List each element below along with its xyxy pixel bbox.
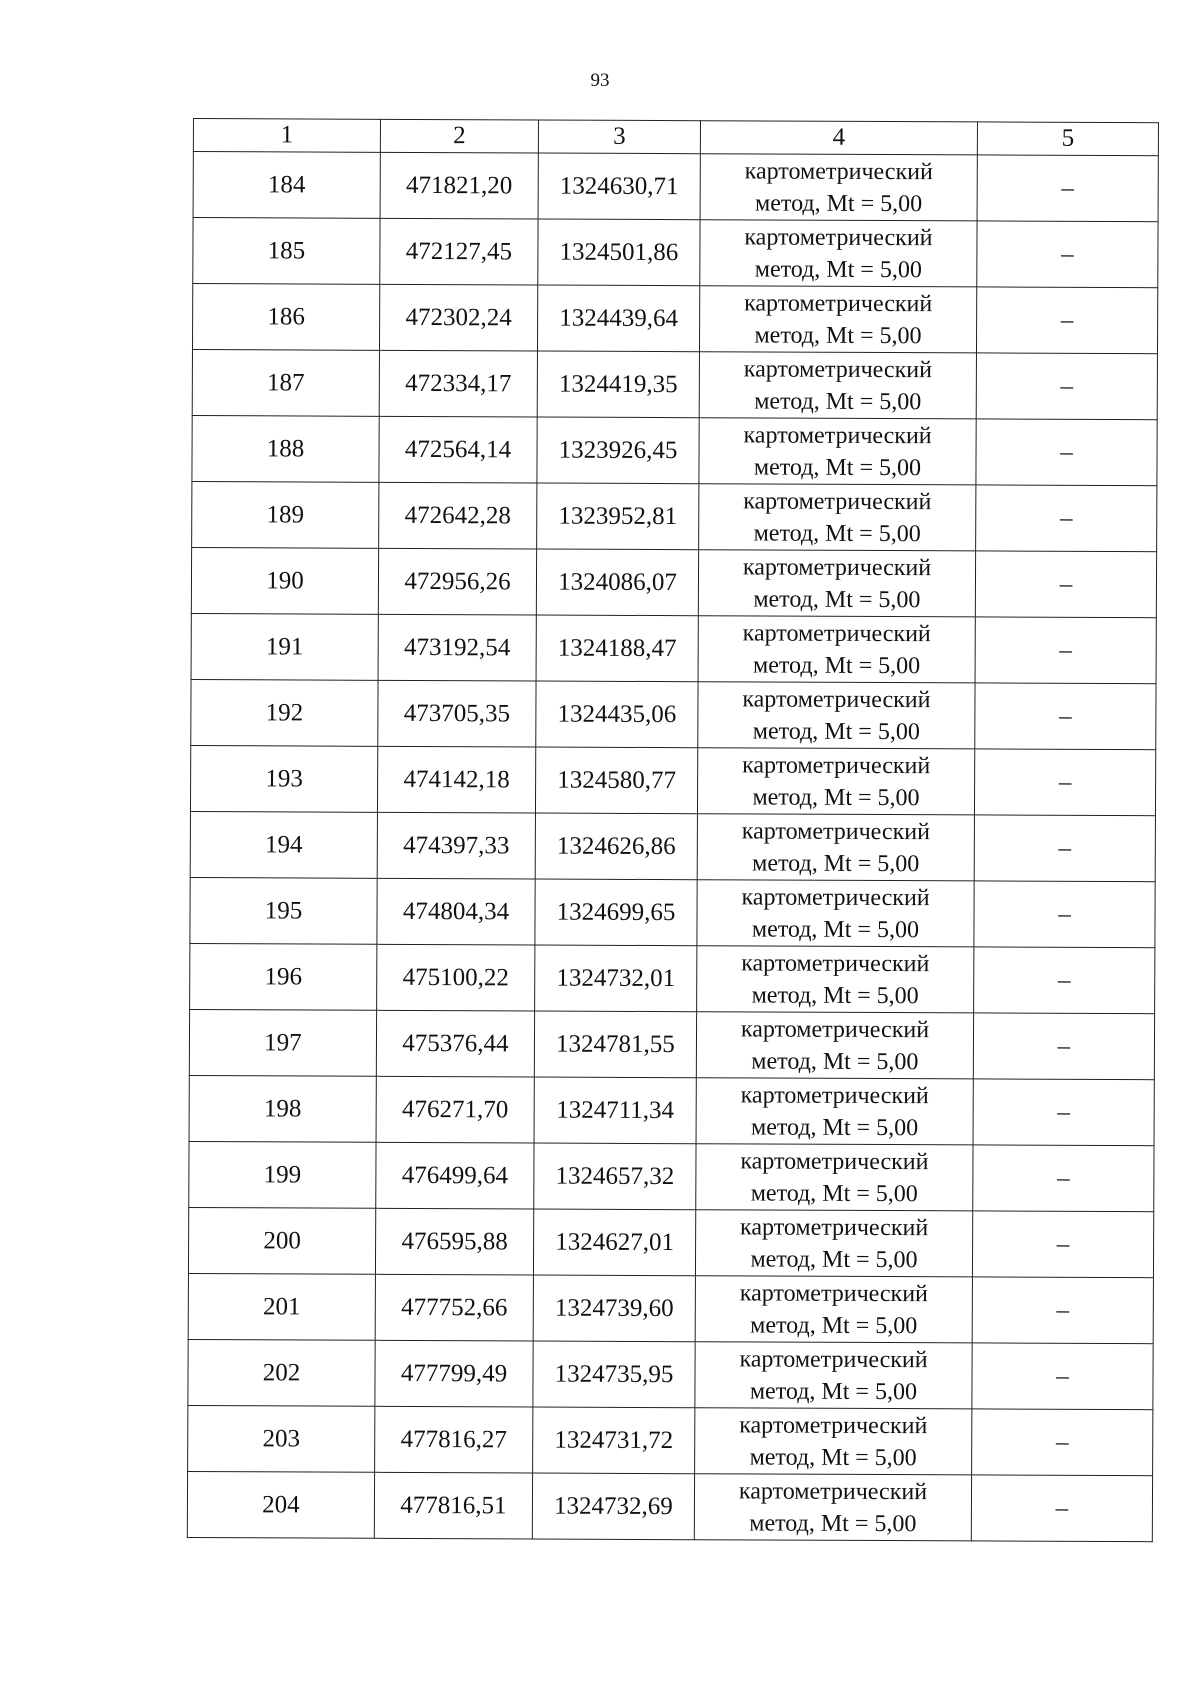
table-row xyxy=(193,152,1158,222)
table-row xyxy=(187,1471,1152,1541)
point-number-cell: 187 xyxy=(192,349,379,416)
method-line-1: картометрический xyxy=(739,1411,928,1439)
method-line-2: метод, Mt = 5,00 xyxy=(749,1377,918,1405)
method-line-1: картометрический xyxy=(739,1279,928,1307)
point-number-cell: 201 xyxy=(188,1273,375,1340)
x-coordinate-cell: 475376,44 xyxy=(376,1010,534,1077)
table-header-row xyxy=(193,119,1158,156)
point-number-cell: 199 xyxy=(189,1141,376,1208)
method-line-2: метод, Mt = 5,00 xyxy=(753,585,921,613)
table-row xyxy=(188,1405,1153,1475)
y-coordinate-cell: 1324439,64 xyxy=(537,285,699,352)
y-coordinate-cell: 1323926,45 xyxy=(537,417,699,484)
y-coordinate-cell: 1324086,07 xyxy=(536,549,698,616)
note-cell: – xyxy=(977,221,1158,288)
point-number-cell: 200 xyxy=(188,1207,375,1274)
coordinates-table xyxy=(187,118,1159,1542)
y-coordinate-cell: 1324711,34 xyxy=(534,1077,696,1144)
table-row xyxy=(189,1141,1154,1211)
x-coordinate-cell: 477752,66 xyxy=(375,1274,533,1341)
x-coordinate-cell: 477799,49 xyxy=(375,1340,533,1407)
method-cell xyxy=(697,814,974,881)
column-header-5: 5 xyxy=(977,122,1158,156)
method-line-1: картометрический xyxy=(742,685,931,713)
method-line-2: метод, Mt = 5,00 xyxy=(754,255,922,283)
column-header-1: 1 xyxy=(193,119,380,153)
method-line-1: картометрический xyxy=(740,1147,929,1175)
column-header-4: 4 xyxy=(700,121,977,155)
y-coordinate-cell: 1324626,86 xyxy=(535,813,697,880)
x-coordinate-cell: 472956,26 xyxy=(378,548,536,615)
method-line-2: метод, Mt = 5,00 xyxy=(750,1113,919,1141)
point-number-cell: 190 xyxy=(191,547,378,614)
note-cell: – xyxy=(977,155,1158,222)
method-line-2: метод, Mt = 5,00 xyxy=(752,717,920,745)
point-number-cell: 202 xyxy=(188,1339,375,1406)
method-cell xyxy=(697,880,974,947)
method-line-1: картометрический xyxy=(738,1477,928,1505)
method-line-1: картометрический xyxy=(739,1345,928,1373)
method-cell xyxy=(698,616,975,683)
method-line-2: метод, Mt = 5,00 xyxy=(753,651,921,679)
page-number: 93 xyxy=(590,70,610,91)
table-row xyxy=(192,284,1157,354)
method-line-1: картометрический xyxy=(740,1213,929,1241)
note-cell: – xyxy=(972,1409,1153,1476)
table-row xyxy=(193,218,1158,288)
x-coordinate-cell: 472127,45 xyxy=(380,218,538,285)
x-coordinate-cell: 475100,22 xyxy=(377,944,535,1011)
method-line-2: метод, Mt = 5,00 xyxy=(749,1443,917,1471)
point-number-cell: 196 xyxy=(190,943,377,1010)
point-number-cell: 189 xyxy=(192,481,379,548)
point-number-cell: 186 xyxy=(192,284,379,351)
method-cell xyxy=(698,550,975,617)
note-cell: – xyxy=(976,287,1157,354)
x-coordinate-cell: 477816,27 xyxy=(375,1406,533,1473)
table-row xyxy=(189,1009,1154,1079)
method-cell xyxy=(695,1342,972,1409)
table-row xyxy=(192,415,1157,485)
y-coordinate-cell: 1324435,06 xyxy=(536,681,698,748)
method-line-2: метод, Mt = 5,00 xyxy=(753,519,921,547)
method-cell xyxy=(696,1078,973,1145)
point-number-cell: 188 xyxy=(192,415,379,482)
table-row xyxy=(192,349,1157,419)
point-number-cell: 191 xyxy=(191,613,378,680)
method-line-1: картометрический xyxy=(744,289,933,317)
x-coordinate-cell: 472334,17 xyxy=(379,350,537,417)
point-number-cell: 193 xyxy=(190,745,377,812)
table-row xyxy=(190,811,1155,881)
y-coordinate-cell: 1324739,60 xyxy=(533,1275,695,1342)
method-line-2: метод, Mt = 5,00 xyxy=(754,387,922,415)
table-row xyxy=(191,613,1156,683)
point-number-cell: 195 xyxy=(190,877,377,944)
column-header-2: 2 xyxy=(380,119,538,153)
method-cell xyxy=(697,748,974,815)
x-coordinate-cell: 471821,20 xyxy=(380,152,538,219)
point-number-cell: 185 xyxy=(193,218,380,285)
note-cell: – xyxy=(972,1211,1153,1278)
method-line-2: метод, Mt = 5,00 xyxy=(752,783,920,811)
x-coordinate-cell: 477816,51 xyxy=(374,1472,532,1539)
note-cell: – xyxy=(976,485,1157,552)
table-row xyxy=(188,1339,1153,1409)
method-cell xyxy=(696,1012,973,1079)
note-cell: – xyxy=(971,1475,1152,1542)
y-coordinate-cell: 1324699,65 xyxy=(535,879,697,946)
method-cell xyxy=(700,154,977,221)
table-row xyxy=(192,481,1157,551)
method-cell xyxy=(699,418,976,485)
x-coordinate-cell: 476499,64 xyxy=(376,1142,534,1209)
method-cell xyxy=(699,286,976,353)
note-cell: – xyxy=(975,617,1156,684)
x-coordinate-cell: 472302,24 xyxy=(379,284,537,351)
method-line-1: картометрический xyxy=(740,1015,930,1043)
method-line-2: метод, Mt = 5,00 xyxy=(752,849,920,877)
method-cell xyxy=(695,1210,972,1277)
table-body xyxy=(187,152,1158,1542)
table-row xyxy=(189,1075,1154,1145)
x-coordinate-cell: 472642,28 xyxy=(379,482,537,549)
method-line-1: картометрический xyxy=(742,553,932,581)
y-coordinate-cell: 1324735,95 xyxy=(533,1341,695,1408)
note-cell: – xyxy=(976,419,1157,486)
method-line-1: картометрический xyxy=(744,157,933,185)
method-line-1: картометрический xyxy=(743,421,932,449)
y-coordinate-cell: 1324732,69 xyxy=(532,1473,694,1540)
method-line-2: метод, Mt = 5,00 xyxy=(751,1047,919,1075)
x-coordinate-cell: 474142,18 xyxy=(377,746,535,813)
column-header-3: 3 xyxy=(538,120,700,154)
point-number-cell: 198 xyxy=(189,1075,376,1142)
method-line-1: картометрический xyxy=(742,619,931,647)
x-coordinate-cell: 473192,54 xyxy=(378,614,536,681)
method-line-2: метод, Mt = 5,00 xyxy=(751,981,919,1009)
point-number-cell: 203 xyxy=(188,1405,375,1472)
method-line-1: картометрический xyxy=(742,751,931,779)
x-coordinate-cell: 474397,33 xyxy=(377,812,535,879)
method-line-1: картометрический xyxy=(743,487,932,515)
note-cell: – xyxy=(974,947,1155,1014)
y-coordinate-cell: 1324501,86 xyxy=(538,219,700,286)
y-coordinate-cell: 1324731,72 xyxy=(533,1407,695,1474)
method-line-2: метод, Mt = 5,00 xyxy=(755,189,923,217)
table-row xyxy=(188,1207,1153,1277)
y-coordinate-cell: 1324781,55 xyxy=(534,1011,696,1078)
y-coordinate-cell: 1324188,47 xyxy=(536,615,698,682)
method-line-1: картометрический xyxy=(741,883,930,911)
y-coordinate-cell: 1324580,77 xyxy=(535,747,697,814)
x-coordinate-cell: 476595,88 xyxy=(375,1208,533,1275)
y-coordinate-cell: 1324627,01 xyxy=(533,1209,695,1276)
table-row xyxy=(190,745,1155,815)
y-coordinate-cell: 1324630,71 xyxy=(538,153,700,220)
table-row xyxy=(188,1273,1153,1343)
point-number-cell: 197 xyxy=(189,1009,376,1076)
note-cell: – xyxy=(975,551,1156,618)
method-cell xyxy=(694,1474,971,1541)
method-cell xyxy=(697,946,974,1013)
point-number-cell: 192 xyxy=(191,679,378,746)
table-row xyxy=(190,943,1155,1013)
table-row xyxy=(191,547,1156,617)
note-cell: – xyxy=(973,1079,1154,1146)
point-number-cell: 204 xyxy=(187,1471,374,1538)
x-coordinate-cell: 473705,35 xyxy=(378,680,536,747)
note-cell: – xyxy=(974,815,1155,882)
method-cell xyxy=(695,1276,972,1343)
y-coordinate-cell: 1323952,81 xyxy=(537,483,699,550)
method-cell xyxy=(699,484,976,551)
y-coordinate-cell: 1324419,35 xyxy=(537,351,699,418)
note-cell: – xyxy=(973,1013,1154,1080)
x-coordinate-cell: 472564,14 xyxy=(379,416,537,483)
note-cell: – xyxy=(974,881,1155,948)
y-coordinate-cell: 1324657,32 xyxy=(534,1143,696,1210)
table-row xyxy=(190,877,1155,947)
note-cell: – xyxy=(972,1343,1153,1410)
y-coordinate-cell: 1324732,01 xyxy=(535,945,697,1012)
note-cell: – xyxy=(975,683,1156,750)
method-line-2: метод, Mt = 5,00 xyxy=(750,1245,918,1273)
x-coordinate-cell: 476271,70 xyxy=(376,1076,534,1143)
method-cell xyxy=(700,220,977,287)
note-cell: – xyxy=(976,353,1157,420)
method-line-1: картометрический xyxy=(741,817,931,845)
method-cell xyxy=(696,1144,973,1211)
note-cell: – xyxy=(973,1145,1154,1212)
method-line-2: метод, Mt = 5,00 xyxy=(754,321,922,349)
note-cell: – xyxy=(972,1277,1153,1344)
method-cell xyxy=(695,1408,972,1475)
note-cell: – xyxy=(974,749,1155,816)
method-cell xyxy=(699,352,976,419)
point-number-cell: 184 xyxy=(193,152,380,219)
method-line-1: картометрический xyxy=(741,949,930,977)
method-line-2: метод, Mt = 5,00 xyxy=(750,1311,918,1339)
method-line-2: метод, Mt = 5,00 xyxy=(750,1179,918,1207)
method-line-2: метод, Mt = 5,00 xyxy=(753,453,922,481)
method-line-1: картометрический xyxy=(740,1081,929,1109)
method-cell xyxy=(698,682,975,749)
point-number-cell: 194 xyxy=(190,811,377,878)
method-line-2: метод, Mt = 5,00 xyxy=(749,1509,917,1537)
method-line-1: картометрический xyxy=(744,223,933,251)
method-line-2: метод, Mt = 5,00 xyxy=(751,915,920,943)
table-row xyxy=(191,679,1156,749)
method-line-1: картометрический xyxy=(743,355,933,383)
x-coordinate-cell: 474804,34 xyxy=(377,878,535,945)
